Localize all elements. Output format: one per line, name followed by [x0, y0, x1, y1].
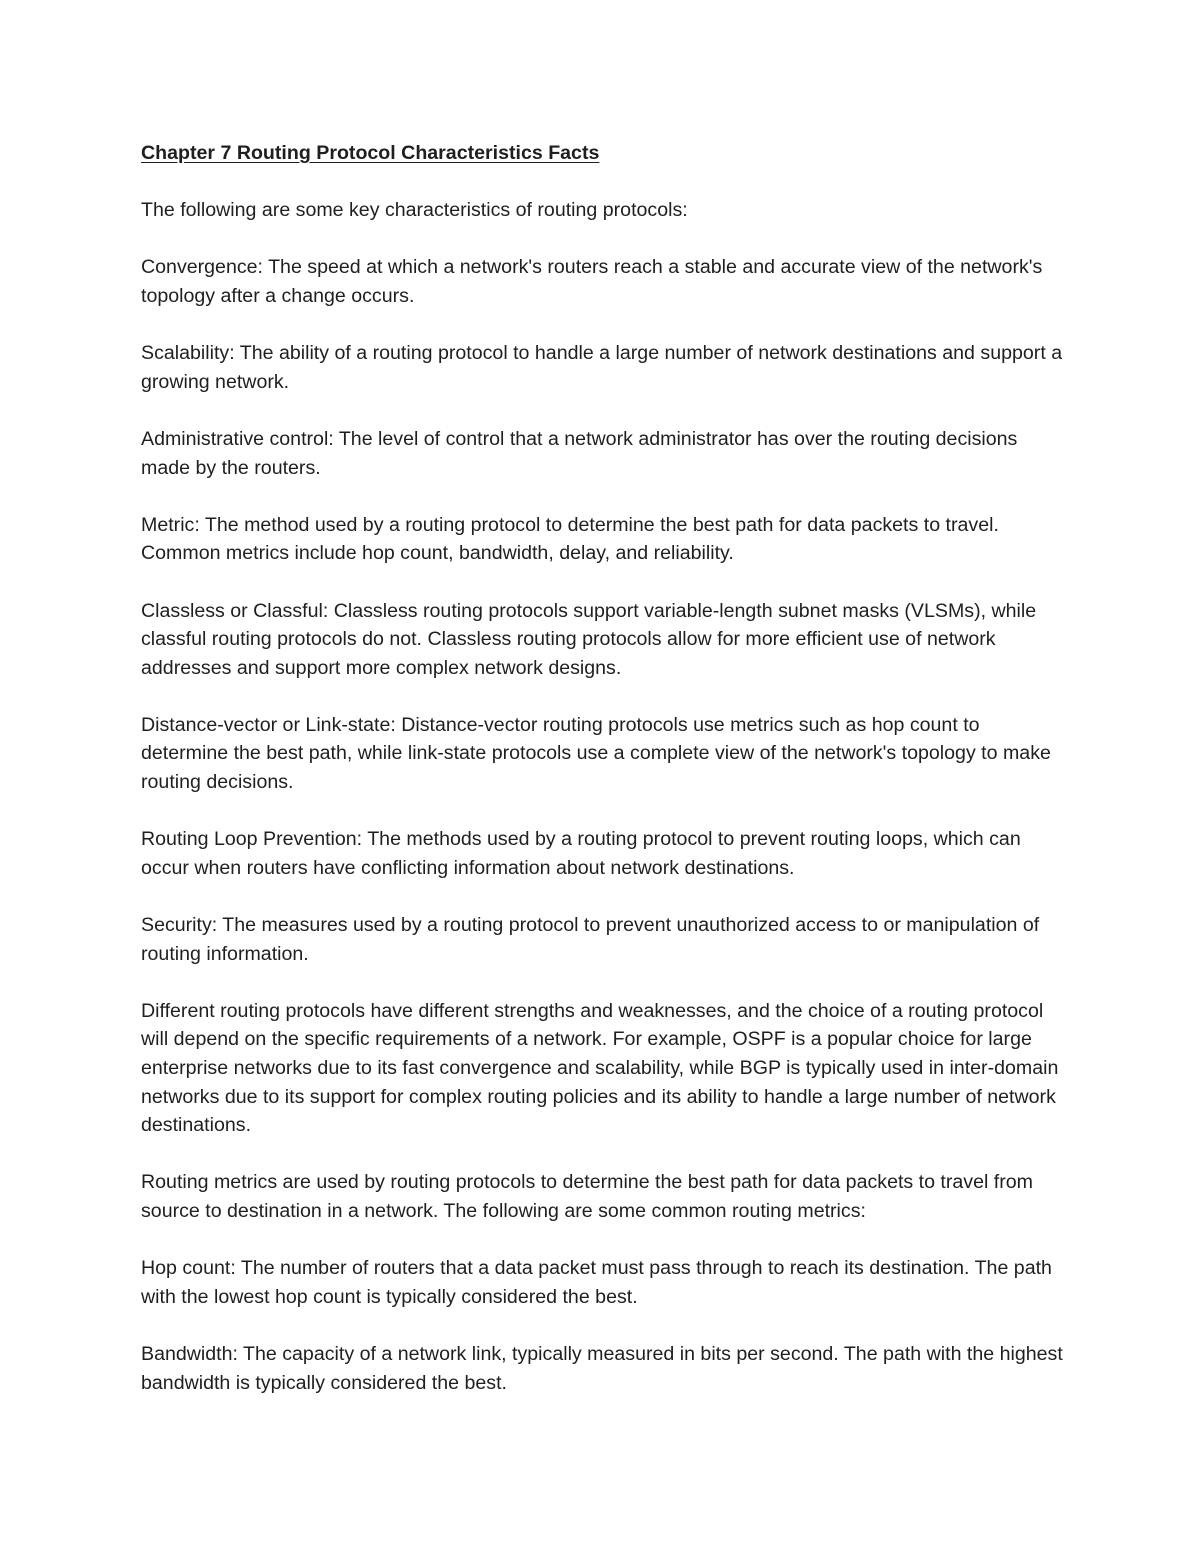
paragraph-metric: Metric: The method used by a routing protocol to determine the best path for data packets to travel. Common metrics include hop count, bandwidth, delay, and reliability.	[141, 513, 999, 565]
paragraph-hop-count: Hop count: The number of routers that a data packet must pass through to reach its destination. The path with the lowest hop count is typically considered the best.	[141, 1257, 1052, 1308]
document-title: Chapter 7 Routing Protocol Characteristics Facts	[141, 142, 600, 164]
paragraph-routing-metrics-intro: Routing metrics are used by routing protocols to determine the best path for data packets to travel from source to destination in a network. The following are some common routing metrics:	[141, 1171, 1033, 1222]
paragraph-protocol-comparison: Different routing protocols have different strengths and weaknesses, and the choice of a routing protocol will depend on the specific requirements of a network. For example, OSPF is a popular choice for large enterprise networks due to its fast convergence and scalability, while BGP is typically used in inter-domain networks due to its support for complex routing policies and its ability to handle a large number of network destinations.	[141, 999, 1059, 1137]
paragraph-convergence: Convergence: The speed at which a network's routers reach a stable and accurate view of the network's topology after a change occurs.	[141, 256, 1043, 307]
document-body	[141, 139, 1066, 1426]
paragraph-bandwidth: Bandwidth: The capacity of a network link, typically measured in bits per second. The path with the highest bandwidth is typically considered the best.	[141, 1342, 1063, 1394]
paragraph-routing-loop-prevention: Routing Loop Prevention: The methods used by a routing protocol to prevent routing loops, which can occur when routers have conflicting information about network destinations.	[141, 828, 1021, 879]
intro-paragraph: The following are some key characteristics of routing protocols:	[141, 199, 688, 222]
paragraph-security: Security: The measures used by a routing protocol to prevent unauthorized access to or manipulation of routing information.	[141, 914, 1040, 965]
paragraph-scalability: Scalability: The ability of a routing protocol to handle a large number of network destinations and support a growing network.	[141, 342, 1063, 393]
paragraph-distance-vector-link-state: Distance-vector or Link-state: Distance-vector routing protocols use metrics such as hop count to determine the best path, while link-state protocols use a complete view of the network's topology to make routing decisions.	[141, 713, 1051, 794]
paragraph-administrative-control: Administrative control: The level of control that a network administrator has over the routing decisions made by the routers.	[141, 427, 1018, 479]
paragraph-classless-classful: Classless or Classful: Classless routing protocols support variable-length subnet masks (VLSMs), while classful routing protocols do not. Classless routing protocols allow for more efficient use of network addresses and support more complex network designs.	[141, 599, 1037, 679]
